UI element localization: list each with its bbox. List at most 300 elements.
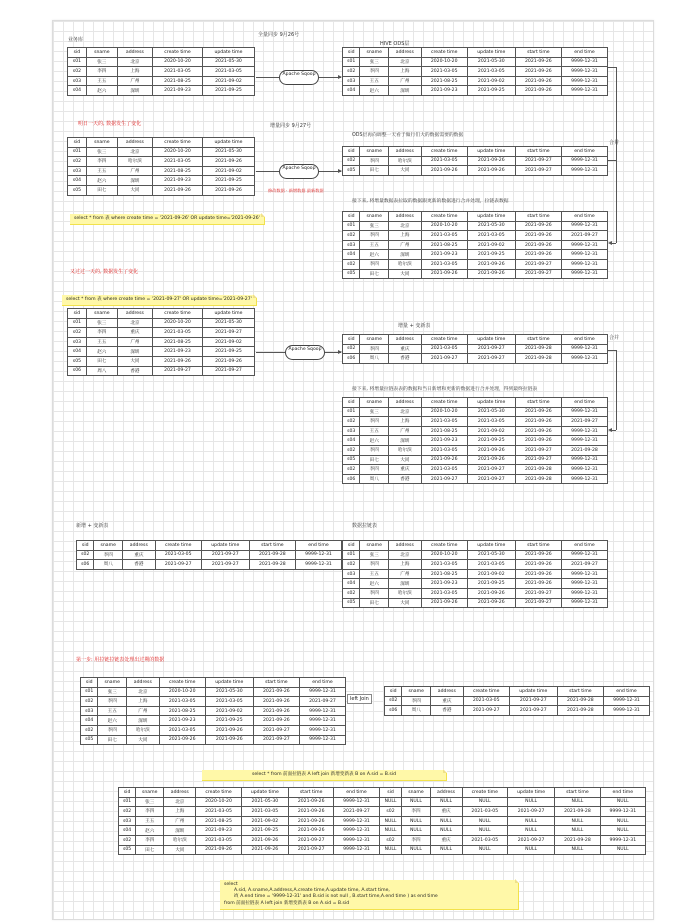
column-header: sid xyxy=(81,678,98,688)
table-row xyxy=(68,366,255,376)
table-cell: 香港 xyxy=(389,474,422,484)
table-cell: 赵六 xyxy=(136,826,164,836)
table-cell: s04 xyxy=(343,250,360,260)
table-cell: 2021-09-26 xyxy=(202,356,254,366)
table-cell: 2021-03-05 xyxy=(153,328,203,338)
column-header: sid xyxy=(343,335,360,345)
table-cell: 2021-09-27 xyxy=(515,156,561,166)
table-row xyxy=(343,344,608,354)
column-header: start time xyxy=(289,788,334,798)
table-cell: 李四 xyxy=(98,725,127,735)
table-cell: 2021-08-25 xyxy=(421,76,467,86)
column-header: end time xyxy=(299,678,345,688)
table-cell: 2021-09-27 xyxy=(509,706,557,716)
table-cell: 上海 xyxy=(117,67,152,77)
table-cell: 9999-12-31 xyxy=(561,269,607,279)
table-header-row xyxy=(343,398,608,408)
table-cell: 2021-09-26 xyxy=(515,407,561,417)
table-cell: 2021-09-28 xyxy=(515,465,561,475)
table-cell: 2021-09-23 xyxy=(196,826,241,836)
table-cell: 2021-09-26 xyxy=(289,797,334,807)
label-merge-2: 合并 xyxy=(609,335,620,341)
table-cell: 2021-09-27 xyxy=(507,835,554,845)
column-header: start time xyxy=(515,398,561,408)
sqoop-node-1: Apache Sqoop xyxy=(279,70,319,85)
table-cell: 李四 xyxy=(86,157,117,167)
table-cell: 上海 xyxy=(389,67,422,77)
table-cell: NULL xyxy=(379,845,402,855)
table-cell: 2021-09-02 xyxy=(467,569,515,579)
table-cell: NULL xyxy=(555,826,600,836)
column-header: update time xyxy=(467,398,515,408)
table-cell: 2021-09-27 xyxy=(561,417,607,427)
table-cell: 2021-09-26 xyxy=(515,426,561,436)
table-cell: 田七 xyxy=(360,166,389,176)
table-cell: NULL xyxy=(507,826,554,836)
table-cell: 张三 xyxy=(360,57,389,67)
table-cell: 9999-12-31 xyxy=(561,67,607,77)
table-cell: s02 xyxy=(77,550,94,560)
table-cell: 2021-09-25 xyxy=(241,826,288,836)
label-next-day2: 又过过一天的, 数据发生了变化 xyxy=(70,269,139,275)
table-cell: s01 xyxy=(68,57,87,67)
table-cell: 2021-09-27 xyxy=(515,455,561,465)
table-cell: s05 xyxy=(81,735,98,745)
table-cell: 9999-12-31 xyxy=(561,166,607,176)
column-header: start time xyxy=(555,788,600,798)
table-cell: 张三 xyxy=(360,221,389,231)
table-cell: 田七 xyxy=(86,356,117,366)
table-cell: 王五 xyxy=(136,816,164,826)
table-cell: s04 xyxy=(343,579,360,589)
table-cell: 香港 xyxy=(389,354,422,364)
table-cell: 广州 xyxy=(117,337,152,347)
table-cell: 2021-09-26 xyxy=(289,816,334,826)
table-cell: 2021-03-05 xyxy=(196,835,241,845)
table-cell: 香港 xyxy=(123,560,156,570)
table-ods-incr xyxy=(342,146,608,176)
table-cell: 香港 xyxy=(117,366,152,376)
table-cell: s03 xyxy=(68,76,87,86)
table-cell: 2021-03-05 xyxy=(153,157,203,167)
table-cell: 2021-09-23 xyxy=(421,436,467,446)
table-cell: 2021-05-30 xyxy=(205,687,253,697)
table-row xyxy=(343,569,608,579)
table-cell: 哈尔滨 xyxy=(389,156,422,166)
table-cell: 广州 xyxy=(164,816,196,826)
table-cell: 2021-09-02 xyxy=(241,816,288,826)
table-cell: NULL xyxy=(462,826,507,836)
column-header: address xyxy=(389,48,422,58)
table-cell: 深圳 xyxy=(389,86,422,96)
table-cell: 深圳 xyxy=(389,579,422,589)
table-cell: s06 xyxy=(77,560,94,570)
label-dw-desc2: 接下来, 将增量拉链表表的数据和当日新增和更新的数据进行合并处理，得到最终拉链表 xyxy=(352,387,538,392)
column-header: sname xyxy=(360,48,389,58)
table-cell: 2021-03-05 xyxy=(155,550,201,560)
table-row xyxy=(343,269,608,279)
column-header: update time xyxy=(202,309,254,319)
table-cell: 北京 xyxy=(117,57,152,67)
table-cell: 哈尔滨 xyxy=(389,588,422,598)
table-cell: s02 xyxy=(343,445,360,455)
column-header: address xyxy=(117,138,152,148)
table-cell: s04 xyxy=(343,436,360,446)
table-cell: 9999-12-31 xyxy=(561,550,607,560)
table-cell: NULL xyxy=(379,826,402,836)
table-cell: 2021-09-26 xyxy=(515,57,561,67)
column-header: end time xyxy=(561,48,607,58)
table-cell: 9999-12-31 xyxy=(299,735,345,745)
table-cell: NULL xyxy=(600,845,645,855)
table-cell: 2021-09-26 xyxy=(467,156,515,166)
label-zipper-table: 数据拉链表 xyxy=(352,523,378,529)
table-cell: 广州 xyxy=(117,76,152,86)
table-cell: 9999-12-31 xyxy=(299,687,345,697)
column-header: sid xyxy=(343,212,360,222)
table-cell: 香港 xyxy=(431,706,464,716)
connector-line xyxy=(612,430,616,431)
table-cell: 2021-09-25 xyxy=(202,176,254,186)
sql-text: select * from 表 where create time = '2021-09-26' OR update time='2021-09-26' xyxy=(74,216,260,221)
column-header: address xyxy=(389,147,422,157)
table-cell: s02 xyxy=(385,696,402,706)
table-cell: s06 xyxy=(385,706,402,716)
table-cell: 9999-12-31 xyxy=(561,465,607,475)
table-cell: 田七 xyxy=(136,845,164,855)
column-header: address xyxy=(389,212,422,222)
table-cell: s02 xyxy=(343,259,360,269)
table-cell: 2021-09-27 xyxy=(467,465,515,475)
table-cell: 深圳 xyxy=(127,716,160,726)
table-cell: 2021-09-26 xyxy=(153,356,203,366)
table-row xyxy=(68,356,255,366)
table-cell: 深圳 xyxy=(117,176,152,186)
table-cell: 2021-09-26 xyxy=(253,706,299,716)
table-cell: 2021-09-27 xyxy=(299,697,345,707)
table-cell: 2021-09-27 xyxy=(515,166,561,176)
table-cell: 2021-03-05 xyxy=(241,807,288,817)
table-cell: 哈尔滨 xyxy=(164,835,196,845)
table-cell: 2021-09-26 xyxy=(467,445,515,455)
table-cell: s04 xyxy=(81,716,98,726)
table-cell: s02 xyxy=(81,725,98,735)
table-cell: 2020-10-20 xyxy=(421,550,467,560)
table-cell: 2021-09-27 xyxy=(463,706,509,716)
column-header: update time xyxy=(241,788,288,798)
table-cell: 2021-03-05 xyxy=(463,696,509,706)
table-cell: 9999-12-31 xyxy=(299,706,345,716)
table-cell: 2021-09-26 xyxy=(205,735,253,745)
table-row xyxy=(343,259,608,269)
table-cell: 9999-12-31 xyxy=(334,845,379,855)
table-row xyxy=(68,147,255,157)
table-cell: 2021-09-28 xyxy=(557,696,603,706)
label-next-day-changes: 明日一天的, 数据发生了变化 xyxy=(78,121,142,127)
table-cell: 大同 xyxy=(389,455,422,465)
table-cell: 重庆 xyxy=(123,550,156,560)
column-header: sid xyxy=(68,48,87,58)
column-header: create time xyxy=(462,788,507,798)
table-cell: NULL xyxy=(462,816,507,826)
table-cell: 2021-03-05 xyxy=(159,697,205,707)
table-cell: 张三 xyxy=(86,318,117,328)
table-cell: s01 xyxy=(343,407,360,417)
table-cell: 2021-09-26 xyxy=(467,598,515,608)
column-header: address xyxy=(389,335,422,345)
table-cell: 李四 xyxy=(360,417,389,427)
table-cell: 9999-12-31 xyxy=(561,57,607,67)
table-cell: 2021-09-26 xyxy=(515,250,561,260)
table-header-row xyxy=(68,309,255,319)
table-cell: s02 xyxy=(343,67,360,77)
column-header: start time xyxy=(557,687,603,697)
table-cell: 2021-09-27 xyxy=(515,269,561,279)
column-header: sid xyxy=(68,138,87,148)
table-cell: s04 xyxy=(68,347,87,357)
table-row xyxy=(343,76,608,86)
table-cell: 周八 xyxy=(86,366,117,376)
column-header: end time xyxy=(561,147,607,157)
table-cell: s01 xyxy=(343,221,360,231)
label-ods-desc: ODS层再向调整一天看于做行们大的数据需要的数据 xyxy=(352,133,464,138)
table-row xyxy=(119,826,646,836)
table-cell: s03 xyxy=(343,426,360,436)
table-row xyxy=(343,250,608,260)
table-row xyxy=(343,455,608,465)
table-cell: 深圳 xyxy=(389,436,422,446)
column-header: end time xyxy=(334,788,379,798)
column-header: update time xyxy=(202,48,254,58)
table-cell: 上海 xyxy=(127,697,160,707)
table-cell: NULL xyxy=(507,797,554,807)
table-cell: 2021-09-23 xyxy=(421,250,467,260)
table-cell: NULL xyxy=(430,797,462,807)
table-cell: 9999-12-31 xyxy=(561,354,607,364)
table-row xyxy=(68,67,255,77)
column-header: start time xyxy=(253,678,299,688)
table-cell: 2021-03-05 xyxy=(421,344,467,354)
table-cell: 2021-09-26 xyxy=(159,735,205,745)
table-cell: 大同 xyxy=(127,735,160,745)
table-cell: 2021-05-30 xyxy=(467,221,515,231)
table-cell: 2021-08-25 xyxy=(421,426,467,436)
table-cell: 2021-09-27 xyxy=(421,474,467,484)
table-cell: s05 xyxy=(343,598,360,608)
table-source-day27 xyxy=(67,137,255,196)
table-cell: 2021-09-27 xyxy=(561,231,607,241)
table-cell: 王五 xyxy=(86,166,117,176)
table-row xyxy=(81,687,346,697)
table-cell: s06 xyxy=(343,354,360,364)
table-cell: 2021-09-25 xyxy=(202,347,254,357)
table-cell: 2021-09-02 xyxy=(202,337,254,347)
column-header: create time xyxy=(153,48,203,58)
label-incr-table2: 新增 + 变新表 xyxy=(76,523,109,529)
table-cell: 2021-09-27 xyxy=(515,445,561,455)
table-cell: 2021-03-05 xyxy=(467,560,515,570)
label-left-join: left Join xyxy=(347,694,372,704)
table-cell: 深圳 xyxy=(117,86,152,96)
table-cell: 北京 xyxy=(389,221,422,231)
table-cell: 2021-09-26 xyxy=(515,579,561,589)
table-cell: s01 xyxy=(119,797,136,807)
table-cell: 李四 xyxy=(360,445,389,455)
table-cell: 9999-12-31 xyxy=(299,725,345,735)
table-header-row xyxy=(68,48,255,58)
table-cell: 周八 xyxy=(94,560,123,570)
label-changed-marker: 修改数据 · 新增数据 最新数据 xyxy=(268,188,324,193)
table-cell: 2021-03-05 xyxy=(467,67,515,77)
table-cell: 李四 xyxy=(360,67,389,77)
table-cell: 2021-09-02 xyxy=(202,166,254,176)
table-cell: 2021-09-26 xyxy=(289,807,334,817)
column-header: create time xyxy=(421,398,467,408)
column-header: create time xyxy=(153,309,203,319)
column-header: update time xyxy=(201,541,249,551)
table-cell: 广州 xyxy=(389,569,422,579)
table-cell: s02 xyxy=(343,465,360,475)
table-cell: 2021-09-28 xyxy=(561,445,607,455)
table-cell: 上海 xyxy=(389,231,422,241)
column-header: sid xyxy=(385,687,402,697)
table-cell: 赵六 xyxy=(360,250,389,260)
table-cell: 9999-12-31 xyxy=(334,826,379,836)
sql-text: select * from 前面拉链表 A left join 新增变新表 B on A.sid = B.sid xyxy=(252,772,396,777)
table-cell: 北京 xyxy=(389,550,422,560)
table-cell: 2021-09-26 xyxy=(467,269,515,279)
column-header: end time xyxy=(561,541,607,551)
table-cell: 张三 xyxy=(98,687,127,697)
table-cell: 9999-12-31 xyxy=(561,407,607,417)
table-row xyxy=(343,86,608,96)
table-cell: NULL xyxy=(462,845,507,855)
label-hive-ods: HIVE ODS层 xyxy=(380,41,410,47)
table-cell: 王五 xyxy=(86,76,117,86)
table-cell: 大同 xyxy=(389,269,422,279)
table-cell: 哈尔滨 xyxy=(117,157,152,167)
table-cell: 哈尔滨 xyxy=(127,725,160,735)
table-header-row xyxy=(68,138,255,148)
table-cell: 周八 xyxy=(360,474,389,484)
table-cell: 9999-12-31 xyxy=(561,250,607,260)
column-header: create time xyxy=(159,678,205,688)
table-cell: 哈尔滨 xyxy=(389,259,422,269)
table-cell: NULL xyxy=(600,826,645,836)
table-cell: s04 xyxy=(68,86,87,96)
table-cell: s02 xyxy=(119,807,136,817)
table-row xyxy=(68,157,255,167)
table-cell: 王五 xyxy=(360,569,389,579)
table-cell: s04 xyxy=(343,86,360,96)
table-cell: 2021-09-23 xyxy=(159,716,205,726)
column-header: address xyxy=(430,788,462,798)
column-header: sid xyxy=(343,398,360,408)
connector-line xyxy=(616,350,617,430)
table-cell: s01 xyxy=(68,147,87,157)
table-cell: 2021-05-30 xyxy=(202,57,254,67)
table-row xyxy=(343,426,608,436)
connector-line xyxy=(608,160,616,161)
table-row xyxy=(343,436,608,446)
table-cell: 2021-03-05 xyxy=(421,445,467,455)
table-cell: 广州 xyxy=(389,240,422,250)
table-cell: 2021-03-05 xyxy=(421,67,467,77)
table-cell: 北京 xyxy=(389,57,422,67)
sql-text: select * from 表 where create time = '2021-09-27' OR update time='2021-09-27' xyxy=(66,297,252,302)
column-header: sname xyxy=(360,335,389,345)
table-cell: s03 xyxy=(343,76,360,86)
column-header: create time xyxy=(463,687,509,697)
table-cell: 王五 xyxy=(360,426,389,436)
table-header-row xyxy=(119,788,646,798)
column-header: start time xyxy=(515,541,561,551)
table-cell: 李四 xyxy=(360,588,389,598)
table-cell: 北京 xyxy=(389,407,422,417)
table-cell: 王五 xyxy=(98,706,127,716)
table-row xyxy=(81,697,346,707)
table-cell: s01 xyxy=(343,57,360,67)
table-cell: s02 xyxy=(343,344,360,354)
table-cell: 北京 xyxy=(164,797,196,807)
table-cell: 深圳 xyxy=(164,826,196,836)
table-cell: 2021-05-30 xyxy=(467,57,515,67)
table-cell: 2020-10-20 xyxy=(153,147,203,157)
table-cell: 赵六 xyxy=(86,86,117,96)
table-cell: 2021-09-02 xyxy=(205,706,253,716)
table-cell: s02 xyxy=(68,157,87,167)
table-cell: 田七 xyxy=(86,185,117,195)
table-cell: 重庆 xyxy=(431,696,464,706)
table-cell: s02 xyxy=(343,417,360,427)
table-cell: 2021-09-26 xyxy=(515,76,561,86)
table-cell: 2021-03-05 xyxy=(467,417,515,427)
table-cell: s02 xyxy=(343,156,360,166)
table-cell: 2021-09-02 xyxy=(202,76,254,86)
connector-line xyxy=(256,77,279,78)
table-cell: 9999-12-31 xyxy=(334,816,379,826)
table-cell: 2020-10-20 xyxy=(159,687,205,697)
sql-line: if( A.end time = '9999-12-31' and B.sid is not null , B.start time,A.end time ) as end time xyxy=(234,894,438,900)
column-header: update time xyxy=(467,541,515,551)
table-cell: 田七 xyxy=(360,455,389,465)
table-cell: NULL xyxy=(462,797,507,807)
column-header: sname xyxy=(360,541,389,551)
table-cell: 2021-09-26 xyxy=(515,240,561,250)
table-cell: 上海 xyxy=(389,560,422,570)
table-cell: 李四 xyxy=(360,465,389,475)
table-cell: 9999-12-31 xyxy=(295,560,341,570)
table-cell: 李四 xyxy=(136,807,164,817)
table-cell: 李四 xyxy=(360,231,389,241)
column-header: sid xyxy=(77,541,94,551)
table-cell: 2021-05-30 xyxy=(467,550,515,560)
table-cell: 2021-09-27 xyxy=(334,807,379,817)
table-cell: 2021-03-05 xyxy=(153,67,203,77)
table-cell: s02 xyxy=(343,231,360,241)
table-cell: 深圳 xyxy=(389,250,422,260)
table-cell: s02 xyxy=(68,67,87,77)
table-row xyxy=(119,797,646,807)
table-cell: 2021-09-27 xyxy=(509,696,557,706)
table-cell: 2021-09-26 xyxy=(421,598,467,608)
table-cell: 2021-09-28 xyxy=(515,474,561,484)
table-row xyxy=(81,725,346,735)
table-cell: NULL xyxy=(600,816,645,826)
sql-note-2 xyxy=(62,295,257,306)
table-cell: 2021-09-26 xyxy=(153,185,203,195)
table-header-row xyxy=(343,48,608,58)
